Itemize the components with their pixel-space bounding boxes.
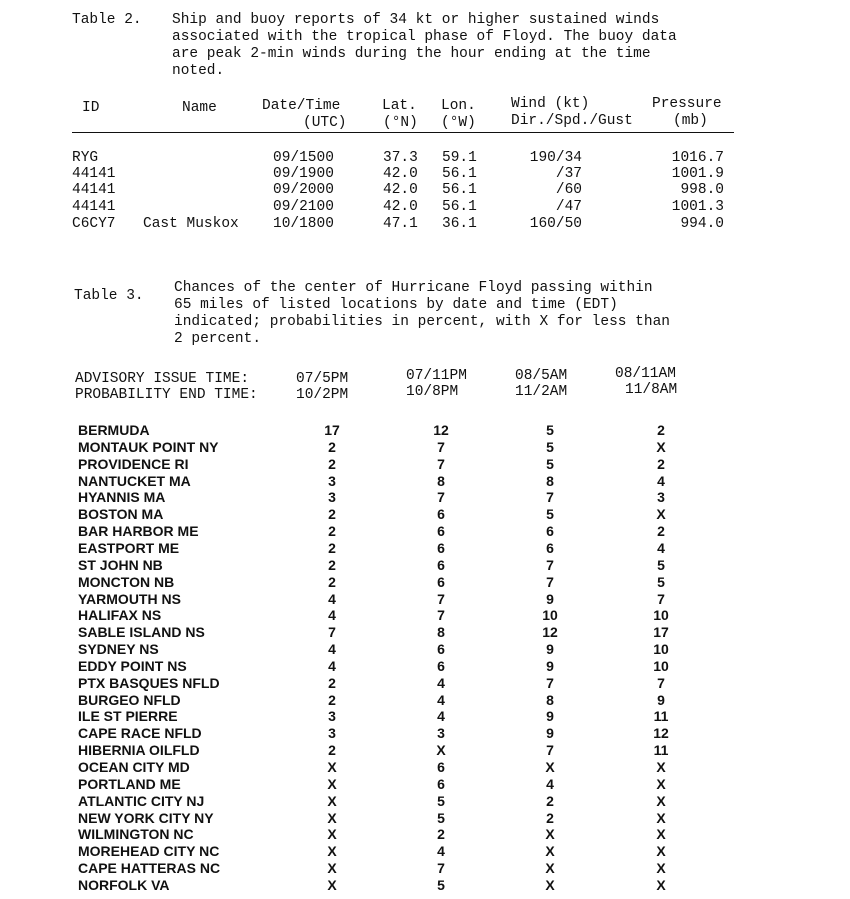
probability-value: 5 xyxy=(546,422,554,438)
probability-value: 8 xyxy=(437,472,445,489)
table-row xyxy=(0,810,850,827)
end-time: 11/2AM xyxy=(515,384,568,400)
table-row xyxy=(0,708,850,725)
probability-value: 7 xyxy=(437,489,445,506)
table-row xyxy=(0,759,850,776)
issue-time: 07/5PM xyxy=(296,371,349,387)
probability-value: 2 xyxy=(328,573,336,590)
probability-value: 6 xyxy=(546,523,554,540)
probability-value: 4 xyxy=(437,674,445,691)
probability-value: X xyxy=(327,876,337,893)
table-row xyxy=(0,574,850,591)
cell-datetime: 10/1800 xyxy=(273,216,334,232)
table2-label: Table 2. xyxy=(72,12,142,28)
header-pressure: Pressure xyxy=(652,96,722,112)
table2-caption-line: are peak 2-min winds during the hour ending at the time xyxy=(172,46,651,62)
table-row xyxy=(0,439,850,456)
table3-caption-line: Chances of the center of Hurricane Floyd passing within xyxy=(174,280,653,296)
location-name: HIBERNIA OILFLD xyxy=(78,742,200,759)
probability-value: X xyxy=(545,860,555,877)
probability-value: 2 xyxy=(328,506,336,523)
table3-caption xyxy=(74,280,774,352)
location-name: MONTAUK POINT NY xyxy=(78,438,219,455)
table2-header-rule xyxy=(72,132,734,133)
header-lon: Lon. xyxy=(441,98,476,114)
probability-value: 9 xyxy=(546,725,554,742)
probability-value: 10 xyxy=(653,657,669,674)
location-name: BERMUDA xyxy=(78,422,150,438)
probability-value: 7 xyxy=(546,573,554,590)
table-row xyxy=(0,199,850,216)
probability-value: 3 xyxy=(437,725,445,742)
probability-value: 17 xyxy=(653,624,669,641)
probability-value: 4 xyxy=(437,691,445,708)
probability-value: 11 xyxy=(653,708,669,725)
cell-lat: 42.0 xyxy=(383,166,418,182)
probability-value: X xyxy=(656,775,666,792)
header-wind: Wind (kt) xyxy=(511,96,590,112)
cell-wind: /60 xyxy=(555,182,582,198)
probability-value: X xyxy=(656,826,666,843)
table3-caption-line: indicated; probabilities in percent, with X for less than xyxy=(174,314,670,330)
cell-lon: 56.1 xyxy=(442,166,477,182)
cell-lon: 56.1 xyxy=(442,182,477,198)
probability-value: X xyxy=(327,826,337,843)
probability-value: 11 xyxy=(653,742,669,759)
probability-value: X xyxy=(327,860,337,877)
cell-id: 44141 xyxy=(72,182,116,198)
probability-value: 4 xyxy=(657,539,665,556)
probability-value: 3 xyxy=(328,725,336,742)
location-name: MOREHEAD CITY NC xyxy=(78,843,220,860)
probability-value: 4 xyxy=(328,590,336,607)
cell-datetime: 09/2000 xyxy=(273,182,334,198)
header-pressure-unit: (mb) xyxy=(673,113,708,129)
probability-value: 6 xyxy=(437,775,445,792)
table-row xyxy=(0,826,850,843)
location-name: YARMOUTH NS xyxy=(78,590,181,607)
table3-label: Table 3. xyxy=(74,288,144,304)
header-wind-sub: Dir./Spd./Gust xyxy=(511,113,633,129)
probability-value: X xyxy=(656,809,666,826)
issue-time: 08/11AM xyxy=(615,366,676,382)
probability-value: 7 xyxy=(437,607,445,624)
probability-value: 2 xyxy=(657,455,665,472)
table-row xyxy=(0,860,850,877)
probability-value: 4 xyxy=(437,708,445,725)
probability-value: 4 xyxy=(437,843,445,860)
cell-lon: 56.1 xyxy=(442,199,477,215)
probability-value: 9 xyxy=(657,691,665,708)
table-row xyxy=(0,216,850,233)
cell-wind: 160/50 xyxy=(529,216,582,232)
table2-caption-line: Ship and buoy reports of 34 kt or higher sustained winds xyxy=(172,12,660,28)
table-row xyxy=(0,742,850,759)
table-row xyxy=(0,877,850,894)
probability-value: 2 xyxy=(657,422,665,438)
probability-value: 3 xyxy=(328,472,336,489)
table-row xyxy=(0,473,850,490)
probability-value: 2 xyxy=(328,674,336,691)
header-id: ID xyxy=(82,100,100,116)
probability-value: 6 xyxy=(437,573,445,590)
probability-value: 10 xyxy=(653,641,669,658)
end-time: 10/8PM xyxy=(406,384,459,400)
table-row xyxy=(0,607,850,624)
table-row xyxy=(0,692,850,709)
location-name: BAR HARBOR ME xyxy=(78,523,199,540)
probability-value: 7 xyxy=(437,455,445,472)
probability-value: 4 xyxy=(546,775,554,792)
probability-value: X xyxy=(327,759,337,775)
probability-value: X xyxy=(545,826,555,843)
probability-value: X xyxy=(545,876,555,893)
probability-value: 5 xyxy=(437,809,445,826)
probability-value: 4 xyxy=(328,657,336,674)
cell-name: Cast Muskox xyxy=(143,216,239,232)
table-row xyxy=(0,489,850,506)
header-datetime-unit: (UTC) xyxy=(303,115,347,131)
table-row xyxy=(0,624,850,641)
table-row xyxy=(0,557,850,574)
table-row xyxy=(0,793,850,810)
location-name: OCEAN CITY MD xyxy=(78,759,190,775)
cell-pressure: 998.0 xyxy=(680,182,724,198)
cell-lat: 42.0 xyxy=(383,182,418,198)
header-datetime: Date/Time xyxy=(262,98,341,114)
cell-wind: /47 xyxy=(555,199,582,215)
probability-value: 7 xyxy=(657,674,665,691)
probability-value: X xyxy=(545,843,555,860)
probability-value: 6 xyxy=(437,641,445,658)
probability-value: 7 xyxy=(328,624,336,641)
location-name: ILE ST PIERRE xyxy=(78,708,178,725)
probability-value: X xyxy=(436,742,446,759)
probability-value: 8 xyxy=(437,624,445,641)
probability-value: 2 xyxy=(328,438,336,455)
table-row xyxy=(0,540,850,557)
location-name: PTX BASQUES NFLD xyxy=(78,674,220,691)
probability-value: X xyxy=(656,876,666,893)
probability-value: 9 xyxy=(546,657,554,674)
table-row xyxy=(0,776,850,793)
probability-value: X xyxy=(545,759,555,775)
cell-lon: 36.1 xyxy=(442,216,477,232)
probability-value: 2 xyxy=(437,826,445,843)
location-name: HYANNIS MA xyxy=(78,489,166,506)
table-row xyxy=(0,658,850,675)
table2-caption-line: associated with the tropical phase of Floyd. The buoy data xyxy=(172,29,677,45)
probability-value: X xyxy=(327,809,337,826)
location-name: HALIFAX NS xyxy=(78,607,162,624)
cell-id: RYG xyxy=(72,150,99,166)
probability-value: 2 xyxy=(328,455,336,472)
probability-value: 2 xyxy=(657,523,665,540)
probability-value: X xyxy=(656,506,666,523)
probability-value: 7 xyxy=(657,590,665,607)
probability-value: 5 xyxy=(657,556,665,573)
probability-value: X xyxy=(656,792,666,809)
advisory-issue-label: ADVISORY ISSUE TIME: xyxy=(75,371,250,387)
probability-end-label: PROBABILITY END TIME: xyxy=(75,387,258,403)
probability-value: 2 xyxy=(328,523,336,540)
cell-datetime: 09/1500 xyxy=(273,150,334,166)
table-row xyxy=(0,150,850,167)
probability-value: X xyxy=(656,860,666,877)
probability-value: 4 xyxy=(657,472,665,489)
cell-wind: 190/34 xyxy=(529,150,582,166)
location-name: ATLANTIC CITY NJ xyxy=(78,792,205,809)
location-name: EASTPORT ME xyxy=(78,539,180,556)
table-row xyxy=(0,591,850,608)
issue-time: 07/11PM xyxy=(406,368,467,384)
location-name: WILMINGTON NC xyxy=(78,826,194,843)
table2-caption-line: noted. xyxy=(172,63,225,79)
probability-value: 3 xyxy=(328,489,336,506)
cell-lat: 37.3 xyxy=(383,150,418,166)
cell-id: C6CY7 xyxy=(72,216,116,232)
probability-value: X xyxy=(656,438,666,455)
cell-id: 44141 xyxy=(72,166,116,182)
location-name: CAPE HATTERAS NC xyxy=(78,860,221,877)
cell-lat: 42.0 xyxy=(383,199,418,215)
cell-pressure: 1001.9 xyxy=(671,166,724,182)
table-row xyxy=(0,456,850,473)
probability-value: 5 xyxy=(546,438,554,455)
probability-value: 3 xyxy=(657,489,665,506)
table-row xyxy=(0,641,850,658)
probability-value: 9 xyxy=(546,590,554,607)
probability-value: 9 xyxy=(546,641,554,658)
probability-value: X xyxy=(327,792,337,809)
probability-value: 10 xyxy=(542,607,558,624)
probability-value: 2 xyxy=(328,691,336,708)
cell-lat: 47.1 xyxy=(383,216,418,232)
cell-lon: 59.1 xyxy=(442,150,477,166)
probability-value: 7 xyxy=(546,742,554,759)
table-row xyxy=(0,422,850,439)
probability-value: 5 xyxy=(546,455,554,472)
header-lon-unit: (°W) xyxy=(441,115,476,131)
location-name: BURGEO NFLD xyxy=(78,691,181,708)
probability-value: 12 xyxy=(653,725,669,742)
probability-value: 7 xyxy=(437,860,445,877)
probability-value: 6 xyxy=(546,539,554,556)
table3-caption-line: 2 percent. xyxy=(174,331,262,347)
probability-value: 5 xyxy=(657,573,665,590)
table-row xyxy=(0,675,850,692)
issue-time: 08/5AM xyxy=(515,368,568,384)
probability-value: 5 xyxy=(437,876,445,893)
table2-caption xyxy=(72,12,772,84)
probability-value: 4 xyxy=(328,607,336,624)
location-name: CAPE RACE NFLD xyxy=(78,725,202,742)
location-name: PROVIDENCE RI xyxy=(78,455,189,472)
probability-value: 9 xyxy=(546,708,554,725)
probability-value: 6 xyxy=(437,657,445,674)
probability-value: X xyxy=(656,759,666,775)
probability-value: 6 xyxy=(437,523,445,540)
cell-id: 44141 xyxy=(72,199,116,215)
probability-value: 2 xyxy=(328,539,336,556)
header-lat-unit: (°N) xyxy=(383,115,418,131)
probability-value: 2 xyxy=(328,742,336,759)
probability-value: 10 xyxy=(653,607,669,624)
probability-value: 12 xyxy=(542,624,558,641)
probability-value: 5 xyxy=(546,506,554,523)
probability-value: X xyxy=(327,775,337,792)
table-row xyxy=(0,506,850,523)
table3-caption-line: 65 miles of listed locations by date and time (EDT) xyxy=(174,297,618,313)
cell-datetime: 09/2100 xyxy=(273,199,334,215)
location-name: NANTUCKET MA xyxy=(78,472,191,489)
location-name: EDDY POINT NS xyxy=(78,657,187,674)
probability-value: 12 xyxy=(433,422,449,438)
location-name: BOSTON MA xyxy=(78,506,164,523)
probability-value: 8 xyxy=(546,691,554,708)
probability-value: X xyxy=(327,843,337,860)
probability-value: 4 xyxy=(328,641,336,658)
probability-value: 6 xyxy=(437,539,445,556)
location-name: SABLE ISLAND NS xyxy=(78,624,205,641)
table-row xyxy=(0,725,850,742)
probability-value: 6 xyxy=(437,759,445,775)
probability-value: 2 xyxy=(328,556,336,573)
header-lat: Lat. xyxy=(382,98,417,114)
table-row xyxy=(0,182,850,199)
probability-value: 6 xyxy=(437,556,445,573)
cell-pressure: 1001.3 xyxy=(671,199,724,215)
probability-value: X xyxy=(656,843,666,860)
probability-value: 7 xyxy=(437,590,445,607)
cell-pressure: 1016.7 xyxy=(671,150,724,166)
cell-datetime: 09/1900 xyxy=(273,166,334,182)
probability-value: 5 xyxy=(437,792,445,809)
end-time: 10/2PM xyxy=(296,387,349,403)
probability-value: 7 xyxy=(546,489,554,506)
cell-wind: /37 xyxy=(555,166,582,182)
probability-value: 7 xyxy=(546,556,554,573)
probability-value: 8 xyxy=(546,472,554,489)
probability-value: 17 xyxy=(324,422,340,438)
table-row xyxy=(0,166,850,183)
table-row xyxy=(0,843,850,860)
probability-value: 2 xyxy=(546,809,554,826)
probability-value: 6 xyxy=(437,506,445,523)
location-name: MONCTON NB xyxy=(78,573,175,590)
table-row xyxy=(0,523,850,540)
cell-pressure: 994.0 xyxy=(680,216,724,232)
end-time: 11/8AM xyxy=(625,382,678,398)
location-name: NORFOLK VA xyxy=(78,876,170,893)
header-name: Name xyxy=(182,100,217,116)
location-name: PORTLAND ME xyxy=(78,775,181,792)
location-name: NEW YORK CITY NY xyxy=(78,809,214,826)
probability-value: 7 xyxy=(437,438,445,455)
probability-value: 2 xyxy=(546,792,554,809)
probability-value: 3 xyxy=(328,708,336,725)
location-name: ST JOHN NB xyxy=(78,556,163,573)
probability-value: 7 xyxy=(546,674,554,691)
location-name: SYDNEY NS xyxy=(78,641,159,658)
